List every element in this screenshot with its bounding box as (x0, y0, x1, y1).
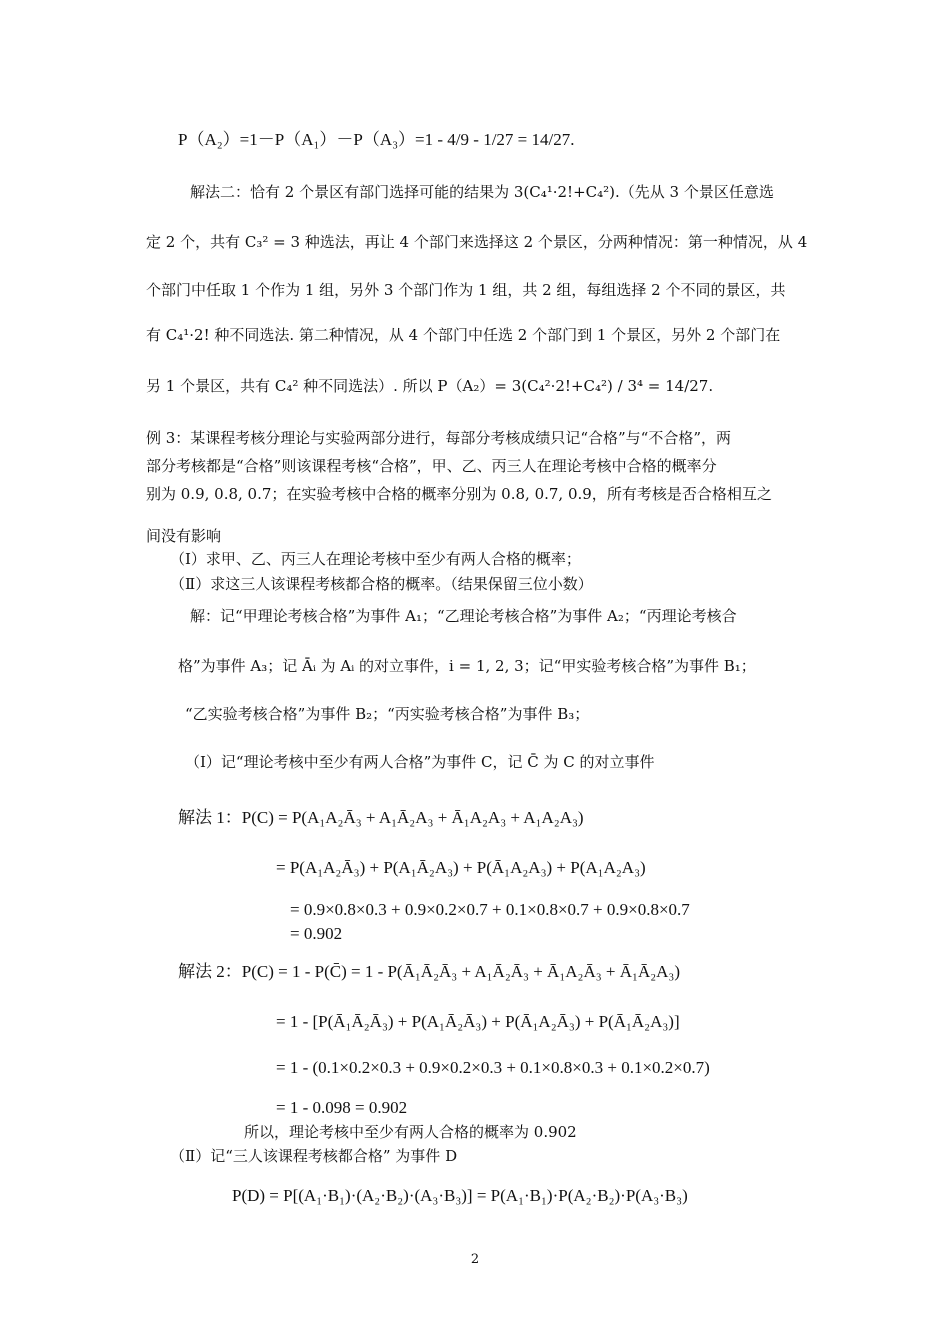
text-line: 部分考核都是“合格”则该课程考核“合格”，甲、乙、丙三人在理论考核中合格的概率分 (146, 457, 717, 475)
text-line: 格”为事件 A₃；记 Āᵢ 为 Aᵢ 的对立事件，i = 1, 2, 3；记“甲实验考核合格”为事件 B₁； (178, 657, 756, 675)
equation-line: = 1 - 0.098 = 0.902 (276, 1098, 408, 1117)
text-line: 解：记“甲理论考核合格”为事件 A₁；“乙理论考核合格”为事件 A₂；“丙理论考核合 (190, 607, 737, 625)
equation-line: 解法 1：P(C) = P(A₁A₂Ā₃ + A₁Ā₂A₃ + Ā₁A₂A₃ + A₁A₂A₃) (178, 808, 584, 827)
equation-line: = P(A₁A₂Ā₃) + P(A₁Ā₂A₃) + P(Ā₁A₂A₃) + P(A₁A₂A₃) (276, 858, 646, 877)
page-number: 2 (470, 1252, 480, 1267)
equation-line: 解法 2：P(C) = 1 - P(C̄) = 1 - P(Ā₁Ā₂Ā₃ + A₁Ā₂Ā₃ + Ā₁A₂Ā₃ + Ā₁Ā₂A₃) (178, 962, 681, 981)
text-line: （Ⅱ）求这三人该课程考核都合格的概率。（结果保留三位小数） (170, 575, 593, 593)
text-line: 有 C₄¹·2! 种不同选法. 第二种情况，从 4 个部门中任选 2 个部门到 1 个景区，另外 2 个部门在 (146, 326, 781, 344)
text-line: “乙实验考核合格”为事件 B₂；“丙实验考核合格”为事件 B₃； (185, 705, 590, 723)
text-line: 例 3：某课程考核分理论与实验两部分进行，每部分考核成绩只记“合格”与“不合格”，两 (146, 429, 731, 447)
equation-line: = 1 - [P(Ā₁Ā₂Ā₃) + P(A₁Ā₂Ā₃) + P(Ā₁A₂Ā₃) + P(Ā₁Ā₂A₃)] (276, 1012, 680, 1031)
equation-line: = 0.902 (290, 924, 343, 943)
text-line: （Ⅰ）求甲、乙、丙三人在理论考核中至少有两人合格的概率； (170, 550, 581, 568)
text-line: P（A₂）=1－P（A₁）－P（A₃）=1 - 4/9 - 1/27 = 14/27. (178, 130, 575, 149)
equation-line: = 0.9×0.8×0.3 + 0.9×0.2×0.7 + 0.1×0.8×0.7 + 0.9×0.8×0.7 (290, 900, 690, 919)
text-line: 间没有影响 (146, 527, 222, 545)
equation-line: = 1 - (0.1×0.2×0.3 + 0.9×0.2×0.3 + 0.1×0.8×0.3 + 0.1×0.2×0.7) (276, 1058, 710, 1077)
text-line: 别为 0.9, 0.8, 0.7；在实验考核中合格的概率分别为 0.8, 0.7, 0.9，所有考核是否合格相互之 (146, 485, 772, 503)
text-line: 个部门中任取 1 个作为 1 组，另外 3 个部门作为 1 组，共 2 组，每组选择 2 个不同的景区，共 (146, 281, 786, 299)
equation-line: P(D) = P[(A₁·B₁)·(A₂·B₂)·(A₃·B₃)] = P(A₁·B₁)·P(A₂·B₂)·P(A₃·B₃) (232, 1186, 688, 1205)
text-line: （Ⅱ）记“三人该课程考核都合格” 为事件 D (170, 1147, 458, 1165)
text-line: 另 1 个景区，共有 C₄² 种不同选法）. 所以 P（A₂）= 3(C₄²·2!+C₄²) / 3⁴ = 14/27. (146, 377, 714, 395)
text-line: 定 2 个，共有 C₃² = 3 种选法，再让 4 个部门来选择这 2 个景区，分两种情况：第一种情况，从 4 (146, 233, 808, 251)
text-line: 所以，理论考核中至少有两人合格的概率为 0.902 (244, 1123, 577, 1141)
text-line: （Ⅰ）记“理论考核中至少有两人合格”为事件 C，记 C̄ 为 C 的对立事件 (185, 753, 655, 771)
text-line: 解法二：恰有 2 个景区有部门选择可能的结果为 3(C₄¹·2!+C₄²).（先从 3 个景区任意选 (190, 183, 774, 201)
